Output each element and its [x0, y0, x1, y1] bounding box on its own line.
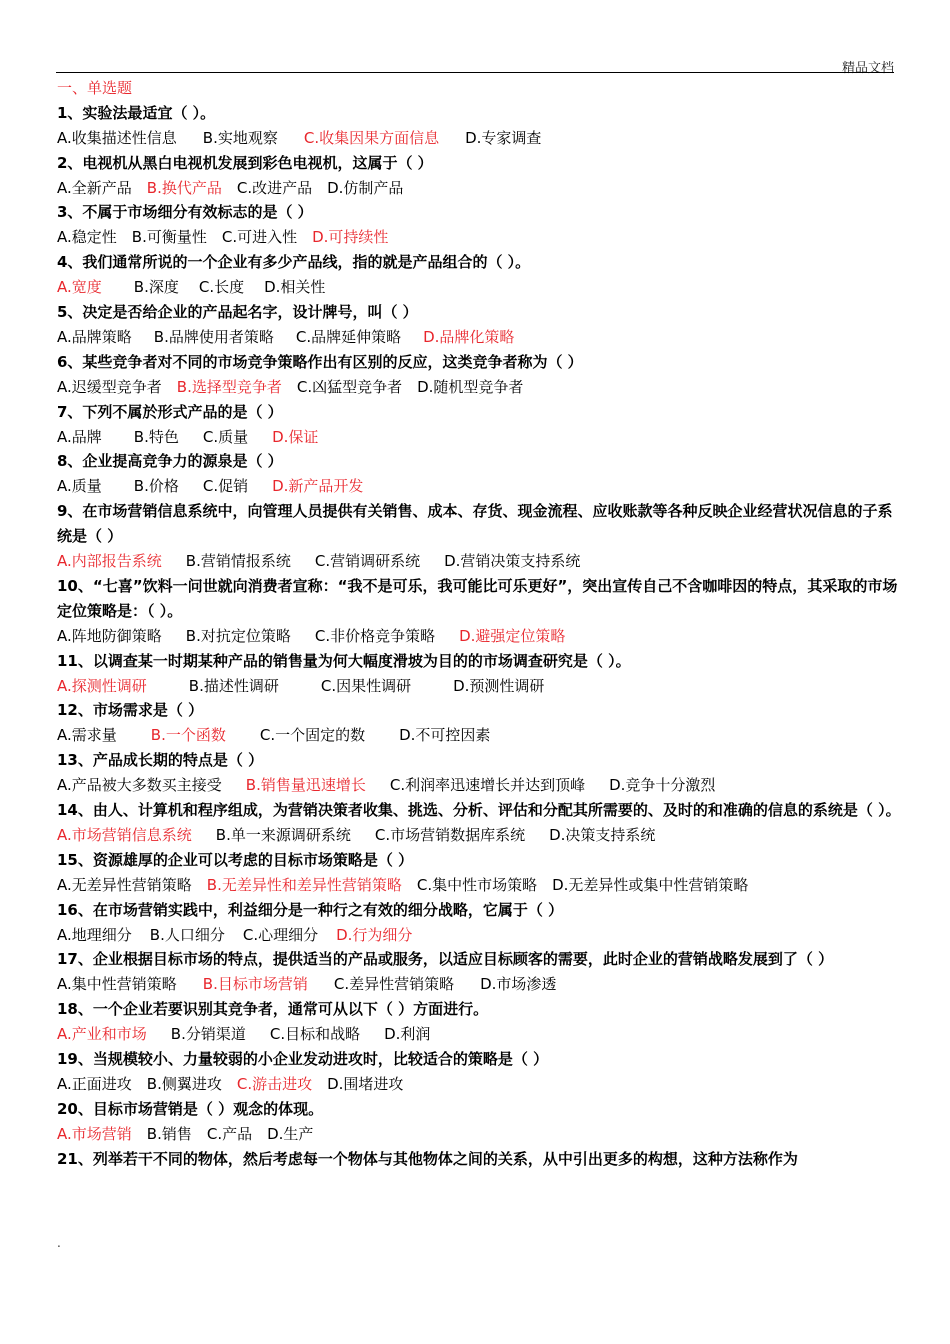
answer-option: B.深度 — [133, 278, 179, 297]
answer-option: A.品牌策略 — [57, 327, 132, 346]
answer-option: C.心理细分 — [242, 925, 319, 944]
question-text: 15、资源雄厚的企业可以考虑的目标市场策略是（ ） — [57, 850, 414, 869]
question-list — [57, 101, 902, 1172]
document-body — [57, 76, 902, 1172]
answer-option: C.改进产品 — [236, 178, 313, 197]
answer-option: C.利润率迅速增长并达到顶峰 — [389, 776, 586, 795]
option-row — [57, 549, 902, 574]
question-text: 10、“七喜”饮料一问世就向消费者宣称：“我不是可乐，我可能比可乐更好”，突出宣传自己不含咖啡因的特点，其采取的市场定位策略是：（ ）。 — [57, 576, 898, 620]
question-text: 9、在市场营销信息系统中，向管理人员提供有关销售、成本、存货、现金流程、应收账款等各种反映企业经营状况信息的子系统是（ ） — [57, 502, 893, 546]
question-block — [57, 898, 902, 948]
question-block — [57, 698, 902, 748]
answer-option: B.对抗定位策略 — [185, 626, 291, 645]
option-row — [57, 225, 902, 250]
answer-option-correct: B.选择型竞争者 — [176, 377, 282, 396]
option-row — [57, 1022, 902, 1047]
answer-option-correct: C.游击进攻 — [236, 1074, 313, 1093]
answer-option: D.相关性 — [264, 278, 326, 297]
answer-option-correct: D.新产品开发 — [272, 477, 364, 496]
answer-option: B.销售 — [146, 1124, 192, 1143]
answer-option: A.品牌 — [57, 427, 102, 446]
question-text: 14、由人、计算机和程序组成，为营销决策者收集、挑选、分析、评估和分配其所需要的、及时的和准确的信息的系统是（ ）。 — [57, 801, 901, 820]
question-text: 12、市场需求是（ ） — [57, 701, 204, 720]
page-header-label: 精品文档 — [841, 61, 894, 76]
answer-option: A.稳定性 — [57, 228, 117, 247]
answer-option: D.无差异性或集中性营销策略 — [552, 875, 749, 894]
answer-option: B.营销情报系统 — [185, 552, 291, 571]
question-block — [57, 947, 902, 997]
answer-option: C.质量 — [202, 427, 249, 446]
answer-option-correct: A.宽度 — [57, 278, 102, 297]
answer-option: B.人口细分 — [149, 925, 225, 944]
answer-option-correct: B.换代产品 — [146, 178, 222, 197]
answer-option: A.集中性营销策略 — [57, 975, 177, 994]
question-block — [57, 1097, 902, 1147]
answer-option: D.预测性调研 — [453, 676, 545, 695]
option-row — [57, 176, 902, 201]
question-text: 5、决定是否给企业的产品起名字，设计牌号，叫（ ） — [57, 303, 418, 322]
answer-option-correct: A.内部报告系统 — [57, 552, 162, 571]
question-block — [57, 200, 902, 250]
answer-option: C.可进入性 — [221, 228, 298, 247]
answer-option: D.决策支持系统 — [549, 825, 656, 844]
question-block — [57, 449, 902, 499]
answer-option: C.集中性市场策略 — [416, 875, 538, 894]
answer-option: A.正面进攻 — [57, 1074, 132, 1093]
option-row — [57, 425, 902, 450]
answer-option-correct: A.市场营销 — [57, 1124, 132, 1143]
question-block — [57, 848, 902, 898]
question-text: 6、某些竞争者对不同的市场竞争策略作出有区别的反应，这类竞争者称为（ ） — [57, 352, 583, 371]
answer-option-correct: A.市场营销信息系统 — [57, 825, 192, 844]
answer-option-correct: A.产业和市场 — [57, 1025, 147, 1044]
question-block — [57, 101, 902, 151]
question-text: 3、不属于市场细分有效标志的是（ ） — [57, 203, 313, 222]
option-row — [57, 375, 902, 400]
answer-option: C.因果性调研 — [320, 676, 412, 695]
answer-option: D.竞争十分激烈 — [609, 776, 716, 795]
option-row — [57, 923, 902, 948]
option-row — [57, 773, 902, 798]
question-text: 20、目标市场营销是（ ）观念的体现。 — [57, 1099, 324, 1118]
answer-option: C.长度 — [198, 278, 245, 297]
option-row — [57, 275, 902, 300]
question-block — [57, 798, 902, 848]
answer-option-correct: D.保证 — [272, 427, 319, 446]
answer-option: C.非价格竞争策略 — [314, 626, 436, 645]
answer-option: B.实地观察 — [202, 128, 278, 147]
answer-option: C.品牌延伸策略 — [295, 327, 402, 346]
answer-option-correct: D.避强定位策略 — [459, 626, 566, 645]
answer-option: B.品牌使用者策略 — [153, 327, 274, 346]
answer-option: B.可衡量性 — [131, 228, 207, 247]
footer-mark: . — [57, 1236, 61, 1250]
answer-option: D.专家调查 — [465, 128, 542, 147]
answer-option: C.目标和战略 — [269, 1025, 361, 1044]
question-text: 7、下列不属於形式产品的是（ ） — [57, 402, 283, 421]
answer-option: A.产品被大多数买主接受 — [57, 776, 222, 795]
question-text: 11、以调查某一时期某种产品的销售量为何大幅度滑坡为目的的市场调查研究是（ ）。 — [57, 651, 631, 670]
option-row — [57, 1072, 902, 1097]
question-block — [57, 151, 902, 201]
option-row — [57, 674, 902, 699]
answer-option: D.市场渗透 — [480, 975, 557, 994]
question-text: 18、一个企业若要识别其竞争者，通常可从以下（ ）方面进行。 — [57, 1000, 489, 1019]
option-row — [57, 823, 902, 848]
answer-option: A.质量 — [57, 477, 102, 496]
answer-option: A.需求量 — [57, 726, 117, 745]
answer-option: C.一个固定的数 — [259, 726, 366, 745]
question-block — [57, 574, 902, 649]
question-block — [57, 400, 902, 450]
question-text: 13、产品成长期的特点是（ ） — [57, 751, 264, 770]
answer-option: A.无差异性营销策略 — [57, 875, 192, 894]
answer-option-correct: B.销售量迅速增长 — [245, 776, 366, 795]
answer-option: A.迟缓型竞争者 — [57, 377, 162, 396]
answer-option-correct: B.一个函数 — [150, 726, 226, 745]
answer-option-correct: C.收集因果方面信息 — [303, 128, 440, 147]
answer-option-correct: D.可持续性 — [312, 228, 389, 247]
option-row — [57, 624, 902, 649]
answer-option: D.营销决策支持系统 — [444, 552, 581, 571]
answer-option: A.收集描述性信息 — [57, 128, 177, 147]
answer-option: C.营销调研系统 — [314, 552, 421, 571]
answer-option: C.差异性营销策略 — [333, 975, 455, 994]
question-text: 19、当规模较小、力量较弱的小企业发动进攻时，比较适合的策略是（ ） — [57, 1050, 549, 1069]
answer-option: C.凶猛型竞争者 — [296, 377, 403, 396]
answer-option: D.生产 — [267, 1124, 314, 1143]
answer-option: A.全新产品 — [57, 178, 132, 197]
option-row — [57, 972, 902, 997]
question-text: 4、我们通常所说的一个企业有多少产品线，指的就是产品组合的（ ）。 — [57, 253, 531, 272]
answer-option: B.描述性调研 — [188, 676, 279, 695]
question-block — [57, 300, 902, 350]
answer-option: D.不可控因素 — [399, 726, 491, 745]
section-title: 一、单选题 — [57, 79, 133, 97]
answer-option-correct: B.无差异性和差异性营销策略 — [206, 875, 402, 894]
option-row — [57, 126, 902, 151]
question-block — [57, 250, 902, 300]
answer-option: D.随机型竞争者 — [417, 377, 524, 396]
header-rule — [56, 72, 894, 73]
question-text: 16、在市场营销实践中，利益细分是一种行之有效的细分战略，它属于（ ） — [57, 900, 564, 919]
answer-option: B.单一来源调研系统 — [215, 825, 351, 844]
question-text: 8、企业提高竞争力的源泉是（ ） — [57, 452, 283, 471]
answer-option: D.围堵进攻 — [327, 1074, 404, 1093]
question-text: 1、实验法最适宜（ ）。 — [57, 103, 216, 122]
question-text: 2、电视机从黑白电视机发展到彩色电视机，这属于（ ） — [57, 153, 433, 172]
answer-option: A.阵地防御策略 — [57, 626, 162, 645]
answer-option-correct: D.行为细分 — [336, 925, 413, 944]
question-block — [57, 499, 902, 574]
option-row — [57, 474, 902, 499]
option-row — [57, 325, 902, 350]
answer-option: D.利润 — [384, 1025, 431, 1044]
answer-option: C.市场营销数据库系统 — [374, 825, 526, 844]
option-row — [57, 723, 902, 748]
answer-option: B.特色 — [133, 427, 179, 446]
question-block — [57, 997, 902, 1047]
answer-option-correct: D.品牌化策略 — [423, 327, 515, 346]
question-block — [57, 649, 902, 699]
question-text: 17、企业根据目标市场的特点，提供适当的产品或服务，以适应目标顾客的需要，此时企业的营销战略发展到了（ ） — [57, 950, 834, 969]
answer-option: A.地理细分 — [57, 925, 132, 944]
answer-option: B.价格 — [133, 477, 179, 496]
answer-option: C.促销 — [202, 477, 249, 496]
question-block — [57, 1047, 902, 1097]
question-text: 21、列举若干不同的物体，然后考虑每一个物体与其他物体之间的关系，从中引出更多的构想，这种方法称作为 — [57, 1149, 798, 1168]
answer-option: B.侧翼进攻 — [146, 1074, 222, 1093]
answer-option-correct: B.目标市场营销 — [202, 975, 308, 994]
question-block — [57, 748, 902, 798]
answer-option: B.分销渠道 — [170, 1025, 246, 1044]
answer-option: D.仿制产品 — [327, 178, 404, 197]
option-row — [57, 1122, 902, 1147]
question-block — [57, 350, 902, 400]
question-block — [57, 1147, 902, 1172]
option-row — [57, 873, 902, 898]
answer-option: C.产品 — [206, 1124, 253, 1143]
answer-option-correct: A.探测性调研 — [57, 676, 147, 695]
